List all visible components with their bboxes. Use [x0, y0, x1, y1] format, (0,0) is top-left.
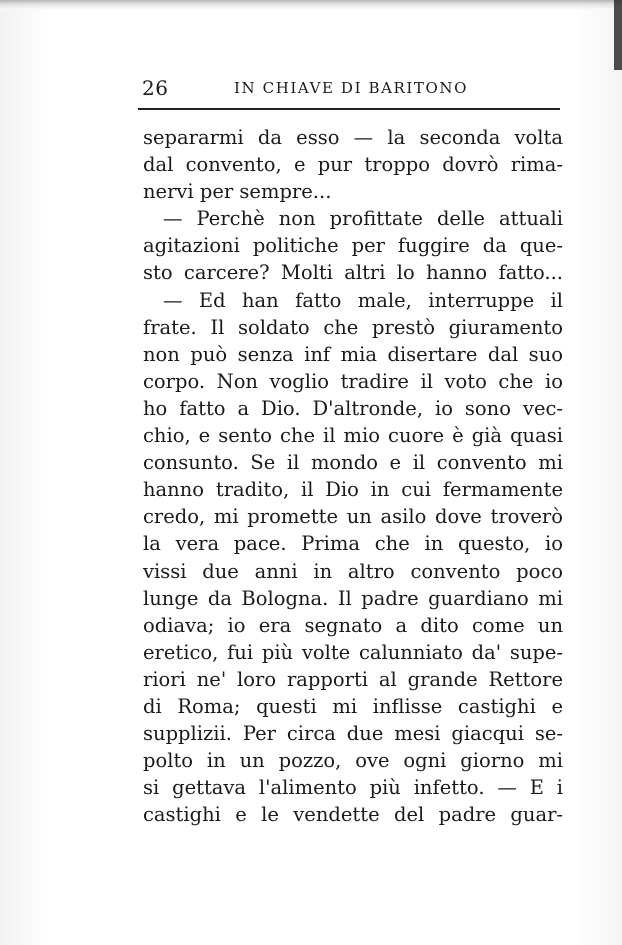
text-line: credo, mi promette un asilo dove troverò	[143, 505, 563, 529]
text-line: vissi due anni in altro convento poco	[143, 559, 563, 583]
text-line: ho fatto a Dio. D'altronde, io sono vec-	[143, 396, 563, 420]
page-header	[142, 76, 558, 102]
page-right-edge	[614, 0, 622, 70]
page-number: 26	[142, 76, 169, 100]
text-line: supplizii. Per circa due mesi giacqui se-	[143, 722, 563, 746]
text-line: castighi e le vendette del padre guar-	[143, 803, 563, 827]
page-top-edge	[0, 0, 622, 10]
body-text	[143, 124, 563, 828]
text-line: — Perchè non profittate delle attuali	[163, 207, 563, 231]
text-line: riori ne' loro rapporti al grande Rettore	[143, 667, 563, 691]
text-line: nervi per sempre...	[143, 180, 332, 204]
running-title: IN CHIAVE DI BARITONO	[234, 79, 469, 97]
text-line: chio, e sento che il mio cuore è già quasi	[143, 424, 563, 448]
text-line: frate. Il soldato che prestò giuramento	[143, 315, 563, 339]
text-line: polto in un pozzo, ove ogni giorno mi	[143, 749, 563, 773]
text-line: hanno tradito, il Dio in cui fermamente	[143, 478, 563, 502]
text-line: dal convento, e pur troppo dovrò rima-	[143, 153, 563, 177]
text-line: odiava; io era segnato a dito come un	[143, 613, 563, 637]
text-line: sto carcere? Molti altri lo hanno fatto...	[143, 261, 563, 285]
text-line: la vera pace. Prima che in questo, io	[143, 532, 563, 556]
text-line: non può senza inf mia disertare dal suo	[143, 342, 563, 366]
text-line: eretico, fui più volte calunniato da' supe-	[143, 640, 563, 664]
text-line: lunge da Bologna. Il padre guardiano mi	[143, 586, 563, 610]
header-rule	[138, 108, 560, 110]
text-line: — Ed han fatto male, interruppe il	[163, 288, 563, 312]
text-line: separarmi da esso — la seconda volta	[143, 126, 563, 149]
text-line: corpo. Non voglio tradire il voto che io	[143, 369, 563, 393]
text-line: di Roma; questi mi inflisse castighi e	[143, 694, 563, 718]
text-line: consunto. Se il mondo e il convento mi	[143, 451, 563, 475]
text-line: agitazioni politiche per fuggire da que-	[143, 234, 563, 258]
text-line: si gettava l'alimento più infetto. — E i	[143, 776, 563, 800]
